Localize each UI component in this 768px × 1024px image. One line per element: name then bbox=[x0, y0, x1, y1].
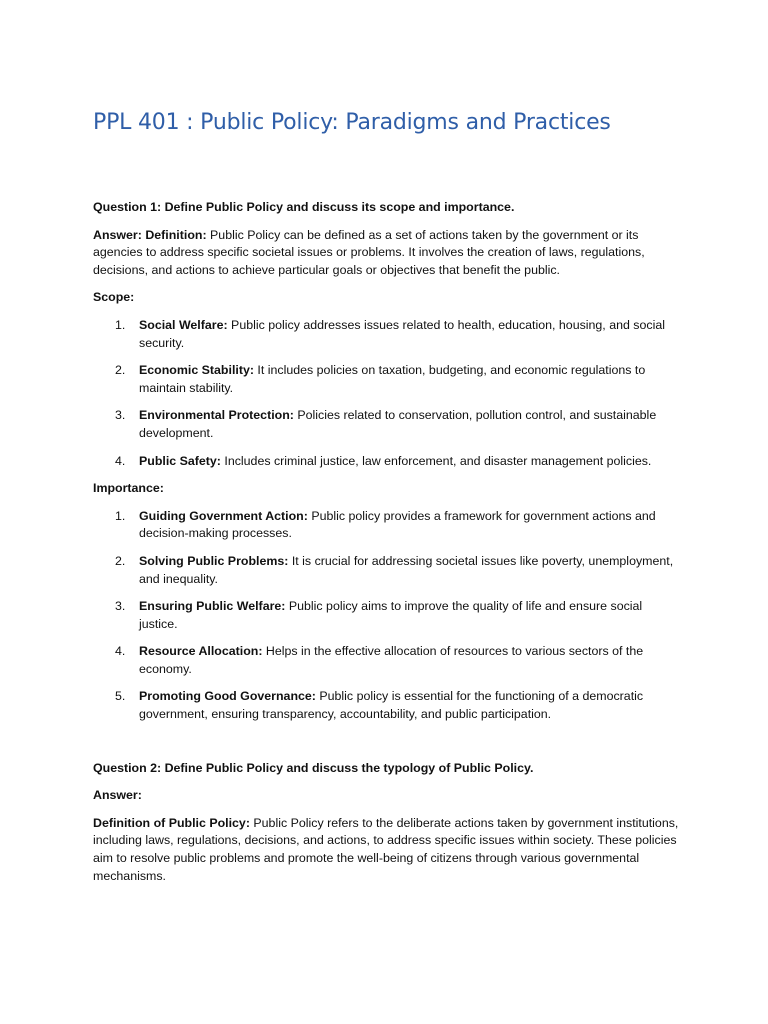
question-1-heading: Question 1: Define Public Policy and discuss its scope and importance. bbox=[93, 200, 515, 214]
question-1-answer bbox=[93, 227, 679, 280]
list-number: 5. bbox=[115, 689, 126, 704]
scope-list bbox=[93, 317, 679, 470]
list-number: 4. bbox=[115, 453, 126, 468]
list-item-label: Solving Public Problems: bbox=[139, 553, 289, 568]
answer-label: Answer: Definition: bbox=[93, 227, 207, 242]
list-item-text: Includes criminal justice, law enforcement, and disaster management policies. bbox=[220, 453, 652, 468]
importance-list bbox=[93, 508, 679, 724]
question-2-heading: Question 2: Define Public Policy and discuss the typology of Public Policy. bbox=[93, 760, 534, 775]
list-number: 4. bbox=[115, 644, 126, 659]
list-item bbox=[93, 453, 679, 471]
scope-heading-text: Scope: bbox=[93, 290, 135, 305]
list-item-text: Public policy addresses issues related to health, education, housing, and social security. bbox=[139, 317, 665, 350]
list-item-label: Ensuring Public Welfare: bbox=[139, 599, 286, 614]
list-item-label: Economic Stability: bbox=[139, 363, 254, 378]
list-item-text: Public policy aims to improve the quality of life and ensure social justice. bbox=[139, 599, 643, 631]
document-body bbox=[93, 199, 679, 895]
list-number: 1. bbox=[115, 317, 126, 332]
list-item-text: Public policy provides a framework for government actions and decision-making processes. bbox=[139, 508, 656, 541]
list-item bbox=[93, 508, 679, 543]
list-item bbox=[93, 407, 679, 442]
importance-heading bbox=[93, 480, 679, 498]
question-2-definition bbox=[93, 815, 679, 885]
definition-label: Definition of Public Policy: bbox=[93, 815, 250, 830]
list-item bbox=[93, 553, 679, 588]
list-item-text: Policies related to conservation, pollution control, and sustainable development. bbox=[139, 408, 657, 440]
document-title: PPL 401 : Public Policy: Paradigms and Practices bbox=[93, 110, 611, 135]
list-item-label: Guiding Government Action: bbox=[139, 508, 308, 523]
list-item bbox=[93, 688, 679, 723]
list-number: 2. bbox=[115, 363, 126, 378]
list-number: 3. bbox=[115, 408, 126, 423]
list-item bbox=[93, 362, 679, 397]
list-item-label: Public Safety: bbox=[139, 453, 221, 468]
list-item-label: Environmental Protection: bbox=[139, 408, 294, 423]
question-2-answer-label bbox=[93, 787, 679, 805]
answer-text: Public Policy can be defined as a set of actions taken by the government or its agencies to address specific societal issues or problems. It involves the creation of laws, regulations, decisions, and actions to achieve particular goals or objectives that benefit the public. bbox=[93, 227, 645, 277]
importance-heading-text: Importance: bbox=[93, 481, 164, 496]
list-number: 1. bbox=[115, 508, 126, 523]
section-spacer bbox=[93, 734, 679, 760]
scope-heading bbox=[93, 289, 679, 307]
definition-text: Public Policy refers to the deliberate actions taken by government institutions, including laws, regulations, decisions, and actions, to address specific issues within society. These policies aim to resolve public problems and promote the well-being of citizens through various governmental mechanisms. bbox=[93, 815, 679, 883]
list-item-text: Helps in the effective allocation of resources to various sectors of the economy. bbox=[139, 644, 644, 676]
list-item bbox=[93, 598, 679, 633]
list-item-text: Public policy is essential for the functioning of a democratic government, ensuring transparency, accountability, and public participation. bbox=[139, 689, 644, 722]
list-item-label: Resource Allocation: bbox=[139, 644, 263, 659]
list-item-label: Social Welfare: bbox=[139, 317, 228, 332]
list-item bbox=[93, 643, 679, 678]
list-item bbox=[93, 317, 679, 352]
list-item-label: Promoting Good Governance: bbox=[139, 689, 316, 704]
answer-label: Answer: bbox=[93, 788, 142, 803]
list-item-text: It includes policies on taxation, budgeting, and economic regulations to maintain stability. bbox=[139, 363, 646, 395]
list-number: 2. bbox=[115, 553, 126, 568]
list-number: 3. bbox=[115, 599, 126, 614]
list-item-text: It is crucial for addressing societal issues like poverty, unemployment, and inequality. bbox=[139, 553, 674, 586]
